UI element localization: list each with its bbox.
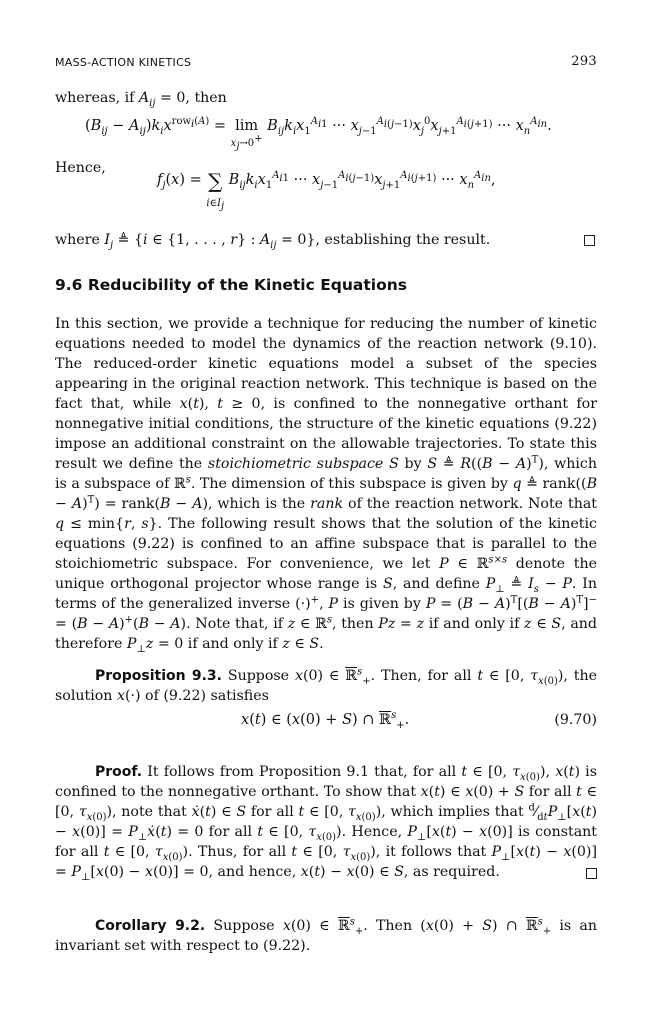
- proposition-label: Proposition 9.3.: [95, 668, 222, 684]
- hence-label: Hence,: [55, 160, 106, 176]
- book-page: [55, 0, 597, 1025]
- proposition-9-3: Proposition 9.3. Suppose x(0) ∈ ℝ$^s_+$. Then, for all t ∈ [0, $\tau_{x(0)}$), the solution x(·) of (9.22) satisfies: [55, 666, 597, 704]
- intro-paragraph: In this section, we provide a technique for reducing the number of kinetic equations needed to model the dynamics of the reaction network (9.10). The reduced-order kinetic equations model a subset of the species appearing in the original reaction network. This technique is based on the fact that, while x(t), t ≥ 0, is confined to the nonnegative orthant for nonnegative initial conditions, the structure of the kinetic equations (9.22) impose an additional constraint on the allowable trajectories. To state this result we define the stoichiometric subspace S by S ≜ $R((B - A)^T)$, which is a subspace of ℝ$^s$. The dimension of this subspace is given by q ≜ rank((B − A)$^T$) = rank(B − A), which is the rank of the reaction network. Note that q ≤ min{r, s}. The following result shows that the solution of the kinetic equations (9.22) is confined to an affine subspace that is parallel to the stoichiometric subspace. For convenience, we let P ∈ ℝ$^{s\times s}$ denote the unique orthogonal projector whose range is S, and define $P_\perp$ ≜ $I_s - P$. In terms of the generalized inverse (·)+, P is given by $P = (B - A)^T[(B - A)^T]^- = (B - A)^+(B - A)$. Note that, if z ∈ ℝ$^s$, then Pz = z if and only if z ∈ S, and therefore $P_\perp z = 0$ if and only if z ∈ S.: [55, 316, 598, 655]
- sum-equation: $f_j(x)$ = ∑ $i\in I_j$ $B_{ij}k_ix_1^{A_{i1}}$ ··· $x_{j-1}^{A_{i(j-1)}}x_{j+1}^{A_{i(j+1)}}$ ··· $x_n^{A_{in}}$,: [157, 169, 496, 212]
- equation-number: (9.70): [554, 712, 597, 728]
- limit-equation: $(B_{ij} - A_{ij})k_ix^{row_i(A)} = \lim$ $x_j\to 0^+$ $B_{ij}k_ix_1^{A_{i1}}$ ··· $x_{j-1}^{A_{i(j-1)}}x_j^0x_{j+1}^{A_{i(j+1)}}$ ··· $x_n^{A_{in}}$.: [85, 116, 552, 152]
- qed-square-icon: [584, 235, 595, 246]
- qed-square-icon: [586, 868, 597, 879]
- proof-paragraph: Proof. It follows from Proposition 9.1 that, for all t ∈ [0, $\tau_{x(0)}$), x(t) is confined to the nonnegative orthant. To show that x(t) ∈ x(0) + S for all t ∈ [0, $\tau_{x(0)}$), note that ẋ(t) ∈ S for all t ∈ [0, $\tau_{x(0)}$), which implies that $^d⁄_{dt}P_\perp[x(t) - x(0)]$ = $P_\perp ẋ(t) = 0$ for all t ∈ [0, $\tau_{x(0)}$). Hence, $P_\perp[x(t) - x(0)]$ is constant for all t ∈ [0, $\tau_{x(0)}$). Thus, for all t ∈ [0, $\tau_{x(0)}$), it follows that $P_\perp[x(t) - x(0)] = P_\perp[x(0) - x(0)] = 0$, and hence, x(t) − x(0) ∈ S, as required.: [55, 764, 598, 883]
- proof-label: Proof.: [95, 764, 143, 780]
- section-heading: 9.6 Reducibility of the Kinetic Equations: [55, 276, 408, 294]
- proposition-equation: x(t) ∈ (x(0) + S) ∩ ℝ$^s_+$.: [241, 710, 410, 731]
- page-number: 293: [571, 54, 597, 69]
- running-header: [55, 56, 597, 72]
- corollary-label: Corollary 9.2.: [95, 918, 206, 934]
- running-title: MASS-ACTION KINETICS: [55, 56, 192, 69]
- corollary-9-2: Corollary 9.2. Suppose x(0) ∈ ℝ$^s_+$. Then (x(0) + S) ∩ ℝ$^s_+$ is an invariant set with respect to (9.22).: [55, 916, 598, 954]
- whereas-line: whereas, if $A_{ij} = 0$, then: [55, 90, 227, 109]
- where-line: where $I_j$ ≜ {i ∈ {1, . . . , r} : $A_{ij} = 0$}, establishing the result.: [55, 230, 597, 250]
